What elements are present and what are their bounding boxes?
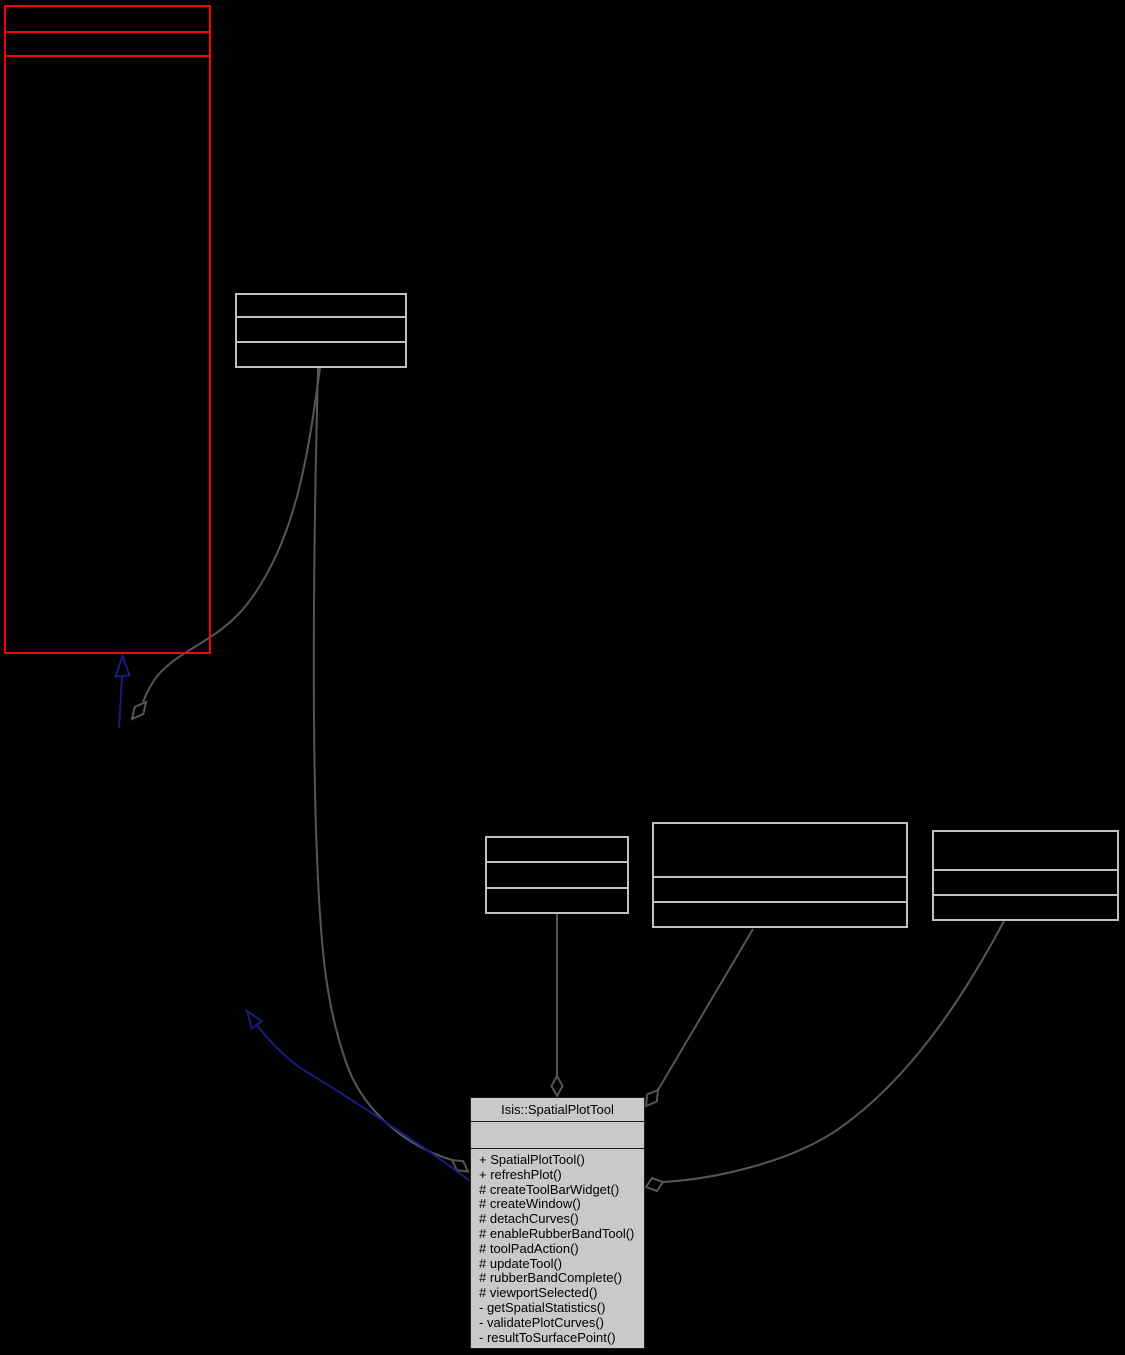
open-diamond-icon	[646, 1090, 658, 1106]
method-row: # enableRubberBandTool()	[479, 1225, 635, 1241]
title-compartment	[6, 7, 209, 33]
method-row: + refreshPlot()	[479, 1166, 562, 1182]
attributes-compartment	[6, 33, 209, 57]
method-row: - resultToSurfacePoint()	[479, 1329, 616, 1345]
method-row: # rubberBandComplete()	[479, 1270, 623, 1286]
title-compartment	[237, 295, 405, 318]
class-node-mid-left[interactable]	[485, 836, 629, 914]
open-diamond-icon	[452, 1160, 468, 1172]
inheritance-edge-from-main	[257, 1025, 470, 1181]
class-node-spatialplottool[interactable]	[470, 1097, 645, 1349]
open-diamond-icon	[646, 1178, 663, 1191]
methods-compartment	[471, 1149, 644, 1345]
title-compartment	[934, 832, 1117, 871]
inheritance-edge-to-red-box	[119, 676, 122, 728]
open-diamond-icon	[132, 702, 146, 719]
title-compartment	[654, 824, 906, 878]
class-node-mid-right[interactable]	[932, 830, 1119, 921]
inheritance-arrowhead-icon	[247, 1011, 262, 1029]
class-node-mid-center[interactable]	[652, 822, 908, 928]
class-node-top[interactable]	[235, 293, 407, 368]
open-diamond-icon	[552, 1076, 563, 1096]
class-node-red[interactable]	[4, 5, 211, 654]
attributes-compartment	[471, 1122, 644, 1149]
method-row: # createToolBarWidget()	[479, 1181, 620, 1197]
attributes-compartment	[237, 318, 405, 343]
attributes-compartment	[654, 878, 906, 903]
method-row: # toolPadAction()	[479, 1240, 579, 1256]
aggregation-edge-top-to-main	[314, 368, 452, 1160]
attributes-compartment	[487, 863, 627, 889]
class-title: Isis::SpatialPlotTool	[471, 1098, 644, 1122]
title-compartment	[487, 838, 627, 863]
method-row: # viewportSelected()	[479, 1285, 598, 1301]
attributes-compartment	[934, 871, 1117, 896]
inheritance-arrowhead-icon	[116, 656, 130, 677]
method-row: # updateTool()	[479, 1255, 563, 1271]
aggregation-edge-midcenter-to-main	[658, 929, 753, 1090]
method-row: # createWindow()	[479, 1196, 581, 1212]
method-row: - getSpatialStatistics()	[479, 1299, 606, 1315]
method-row: + SpatialPlotTool()	[479, 1152, 585, 1167]
method-row: - validatePlotCurves()	[479, 1314, 604, 1330]
method-row: # detachCurves()	[479, 1211, 579, 1227]
aggregation-edge-midright-to-main	[663, 921, 1004, 1182]
